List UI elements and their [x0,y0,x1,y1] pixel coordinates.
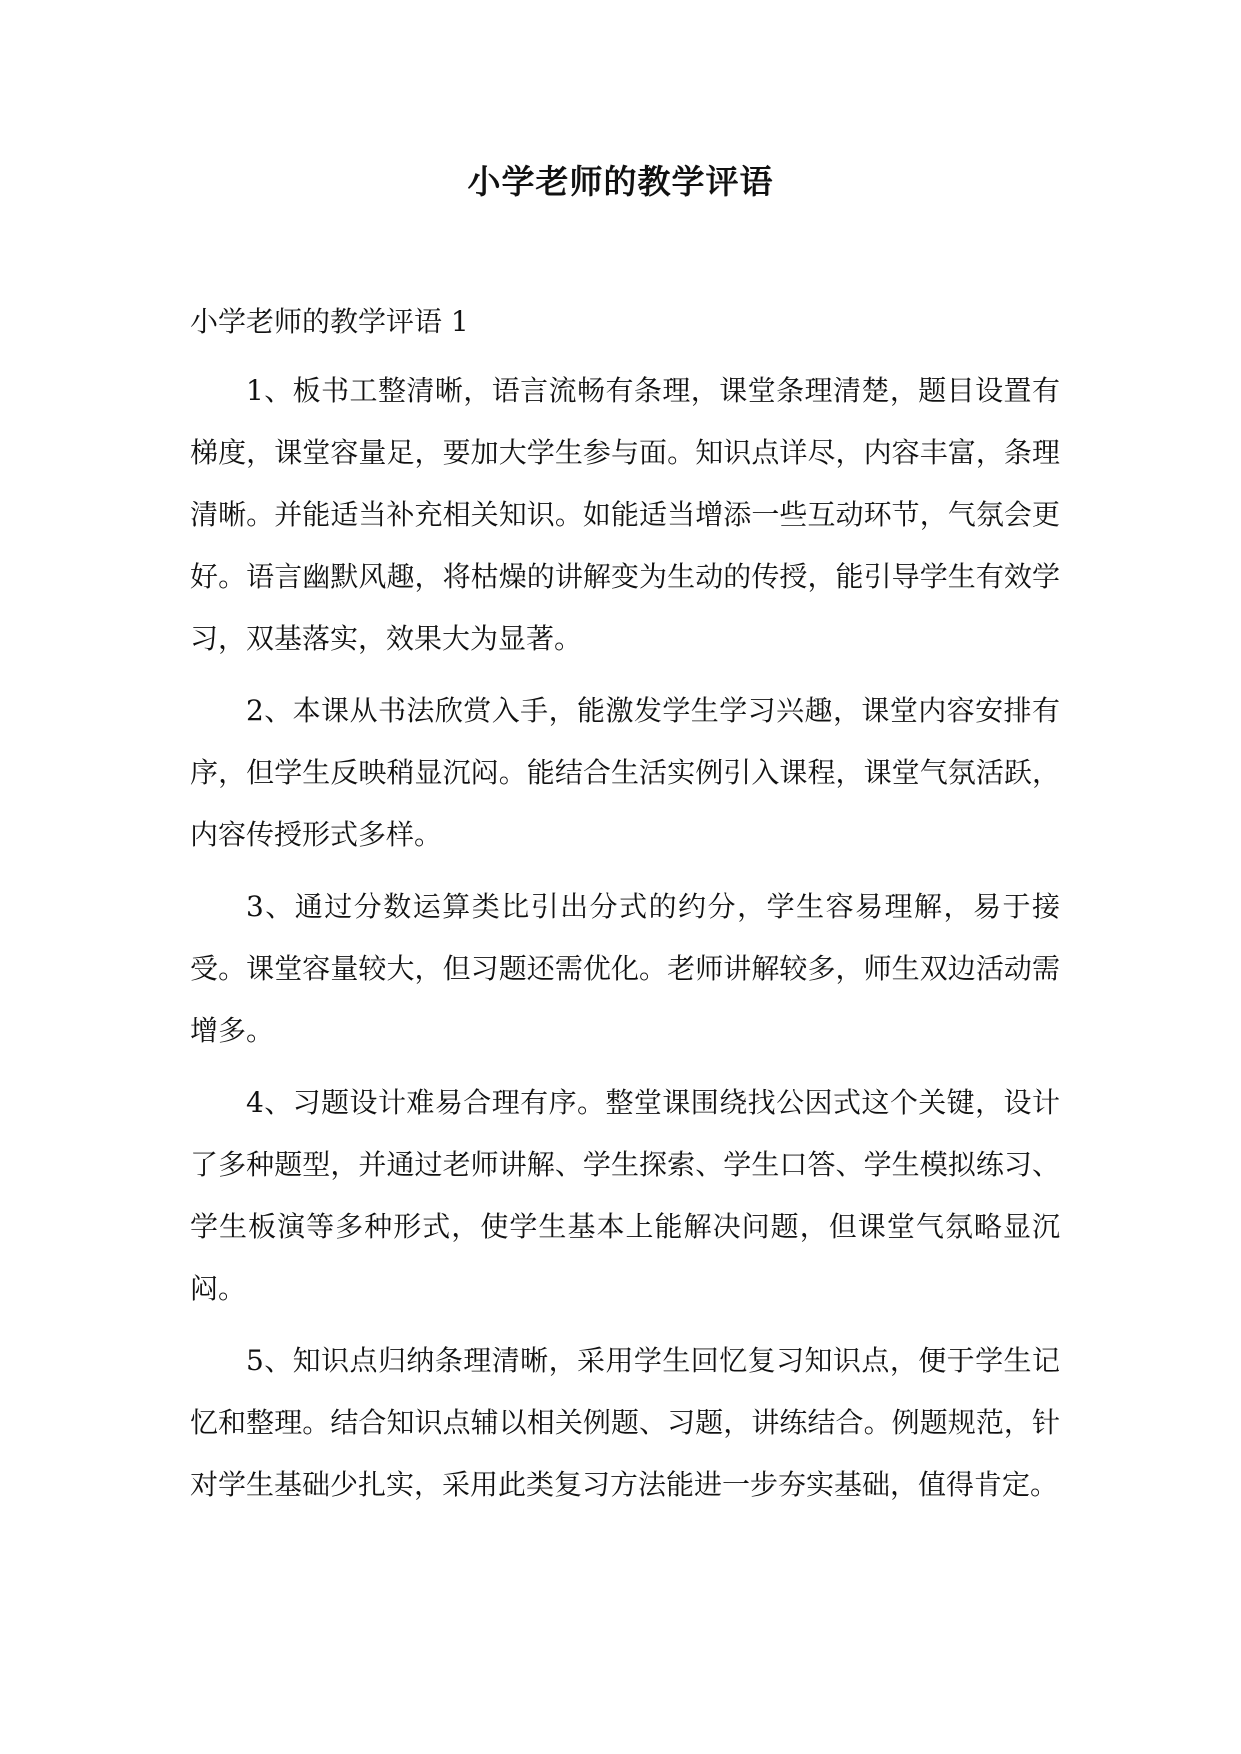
paragraph-4: 4、习题设计难易合理有序。整堂课围绕找公因式这个关键，设计了多种题型，并通过老师讲解、学生探索、学生口答、学生模拟练习、学生板演等多种形式，使学生基本上能解决问题，但课堂气氛略显沉闷。 [190,1086,1060,1305]
section-heading: 小学老师的教学评语 1 [190,305,469,338]
paragraph-5: 5、知识点归纳条理清晰，采用学生回忆复习知识点，便于学生记忆和整理。结合知识点辅以相关例题、习题，讲练结合。例题规范，针对学生基础少扎实，采用此类复习方法能进一步夯实基础，值得肯定。 [190,1344,1060,1501]
paragraph-3: 3、通过分数运算类比引出分式的约分，学生容易理解，易于接受。课堂容量较大，但习题还需优化。老师讲解较多，师生双边活动需增多。 [190,890,1060,1047]
paragraph-2: 2、本课从书法欣赏入手，能激发学生学习兴趣，课堂内容安排有序，但学生反映稍显沉闷。能结合生活实例引入课程，课堂气氛活跃，内容传授形式多样。 [190,694,1060,851]
document-title: 小学老师的教学评语 [467,162,774,201]
paragraph-1: 1、板书工整清晰，语言流畅有条理，课堂条理清楚，题目设置有梯度，课堂容量足，要加大学生参与面。知识点详尽，内容丰富，条理清晰。并能适当补充相关知识。如能适当增添一些互动环节，气氛会更好。语言幽默风趣，将枯燥的讲解变为生动的传授，能引导学生有效学习，双基落实，效果大为显著。 [190,374,1060,655]
document-body [190,292,1060,1516]
